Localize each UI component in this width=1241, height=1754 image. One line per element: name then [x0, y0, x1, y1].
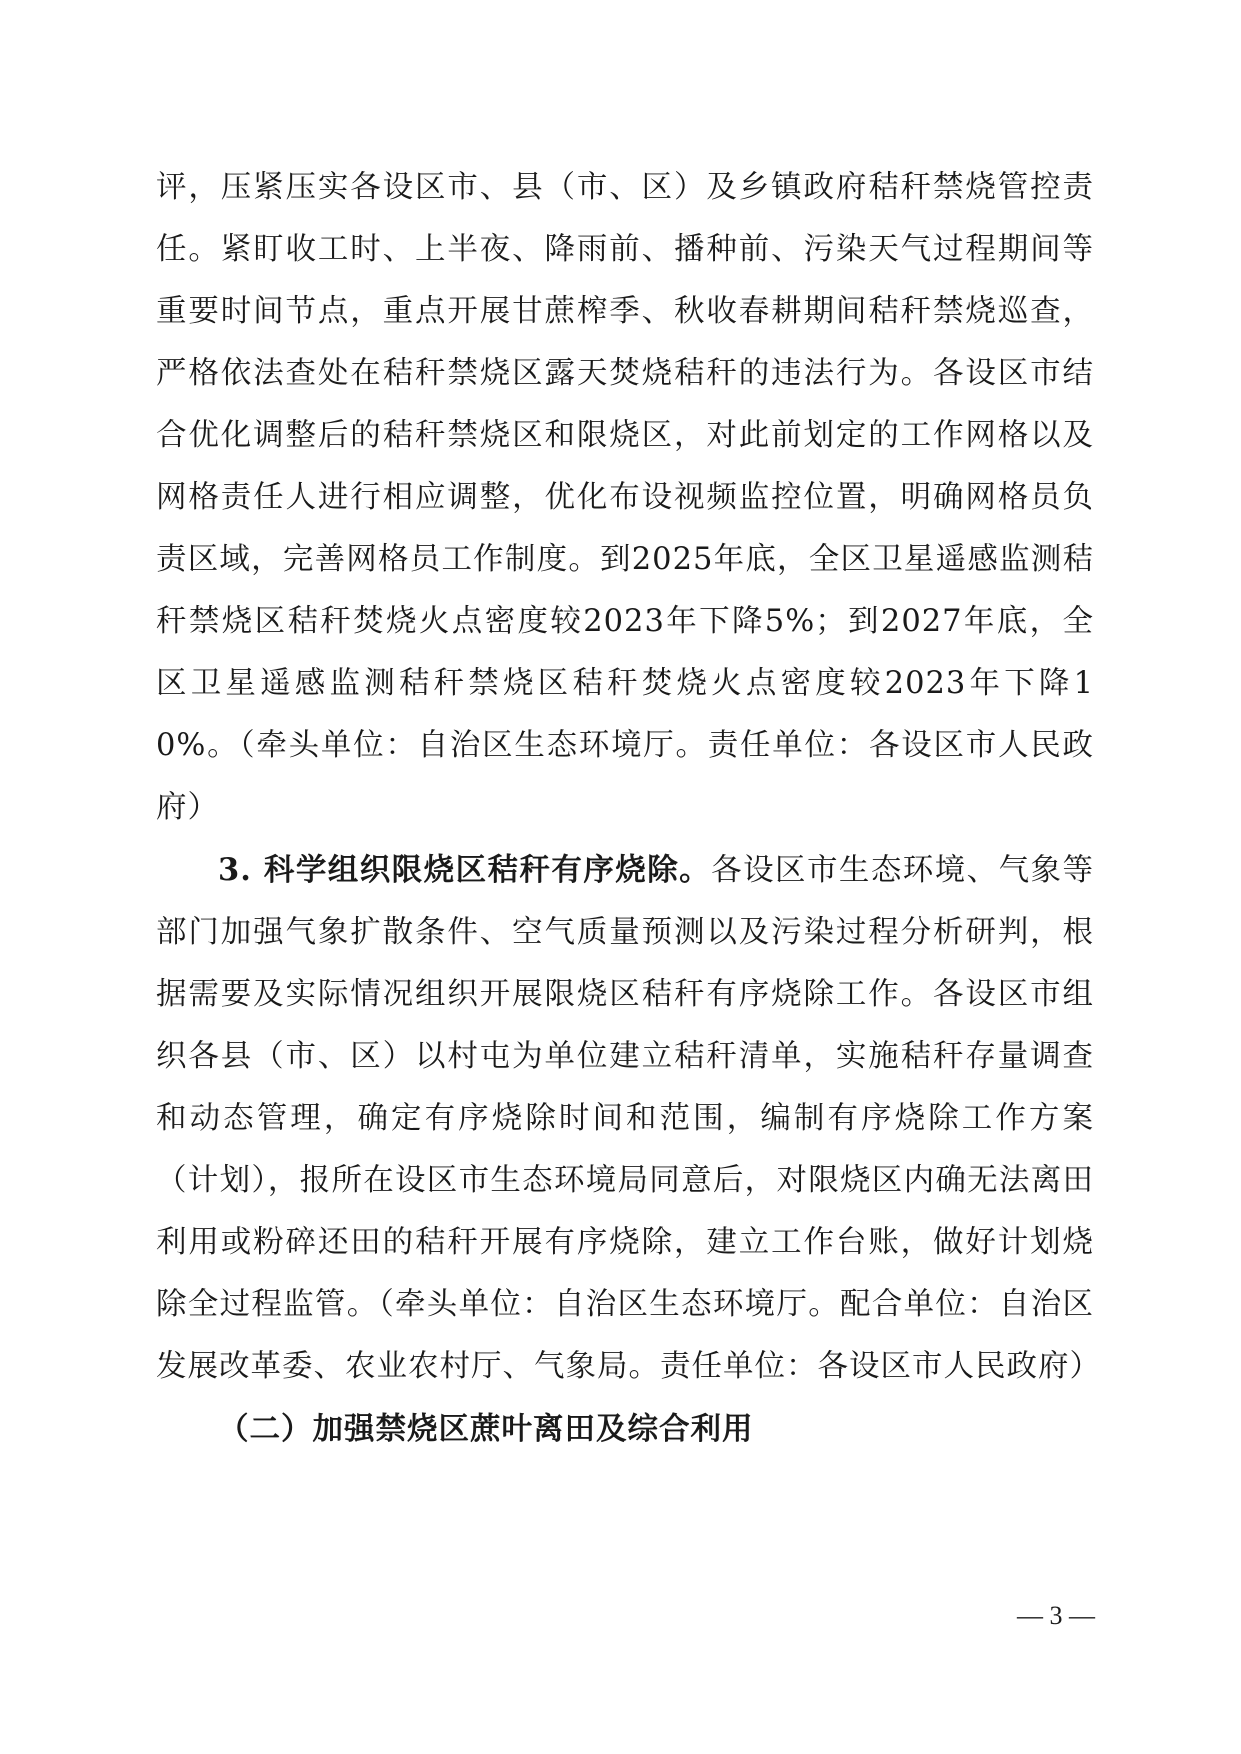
- paragraph-text: 各设区市生态环境、气象等部门加强气象扩散条件、空气质量预测以及污染过程分析研判，根据需要及实际情况组织开展限烧区秸秆有序烧除工作。各设区市组织各县（市、区）以村屯为单位建立秸秆清单，实施秸秆存量调查和动态管理，确定有序烧除时间和范围，编制有序烧除工作方案（计划），报所在设区市生态环境局同意后，对限烧区内确无法离田利用或粉碎还田的秸秆开展有序烧除，建立工作台账，做好计划烧除全过程监管。（牵头单位：自治区生态环境厅。配合单位：自治区发展改革委、农业农村厅、气象局。责任单位：各设区市人民政府）: [156, 853, 1101, 1384]
- document-page: [156, 157, 1101, 1460]
- section-heading: （二）加强禁烧区蔗叶离田及综合利用: [218, 1411, 754, 1447]
- item-heading: 3. 科学组织限烧区秸秆有序烧除。: [218, 852, 712, 888]
- page-number: — 3 —: [1017, 1601, 1095, 1630]
- body-paragraph-item-3: [156, 839, 1101, 1398]
- paragraph-text: 评，压紧压实各设区市、县（市、区）及乡镇政府秸秆禁烧管控责任。紧盯收工时、上半夜、降雨前、播种前、污染天气过程期间等重要时间节点，重点开展甘蔗榨季、秋收春耕期间秸秆禁烧巡查，严格依法查处在秸秆禁烧区露天焚烧秸秆的违法行为。各设区市结合优化调整后的秸秆禁烧区和限烧区，对此前划定的工作网格以及网格责任人进行相应调整，优化布设视频监控位置，明确网格员负责区域，完善网格员工作制度。到2025年底，全区卫星遥感监测秸秆禁烧区秸秆焚烧火点密度较2023年下降5%；到2027年底，全区卫星遥感监测秸秆禁烧区秸秆焚烧火点密度较2023年下降10%。（牵头单位：自治区生态环境厅。责任单位：各设区市人民政府）: [156, 170, 1094, 825]
- body-paragraph-continued: [156, 157, 1094, 839]
